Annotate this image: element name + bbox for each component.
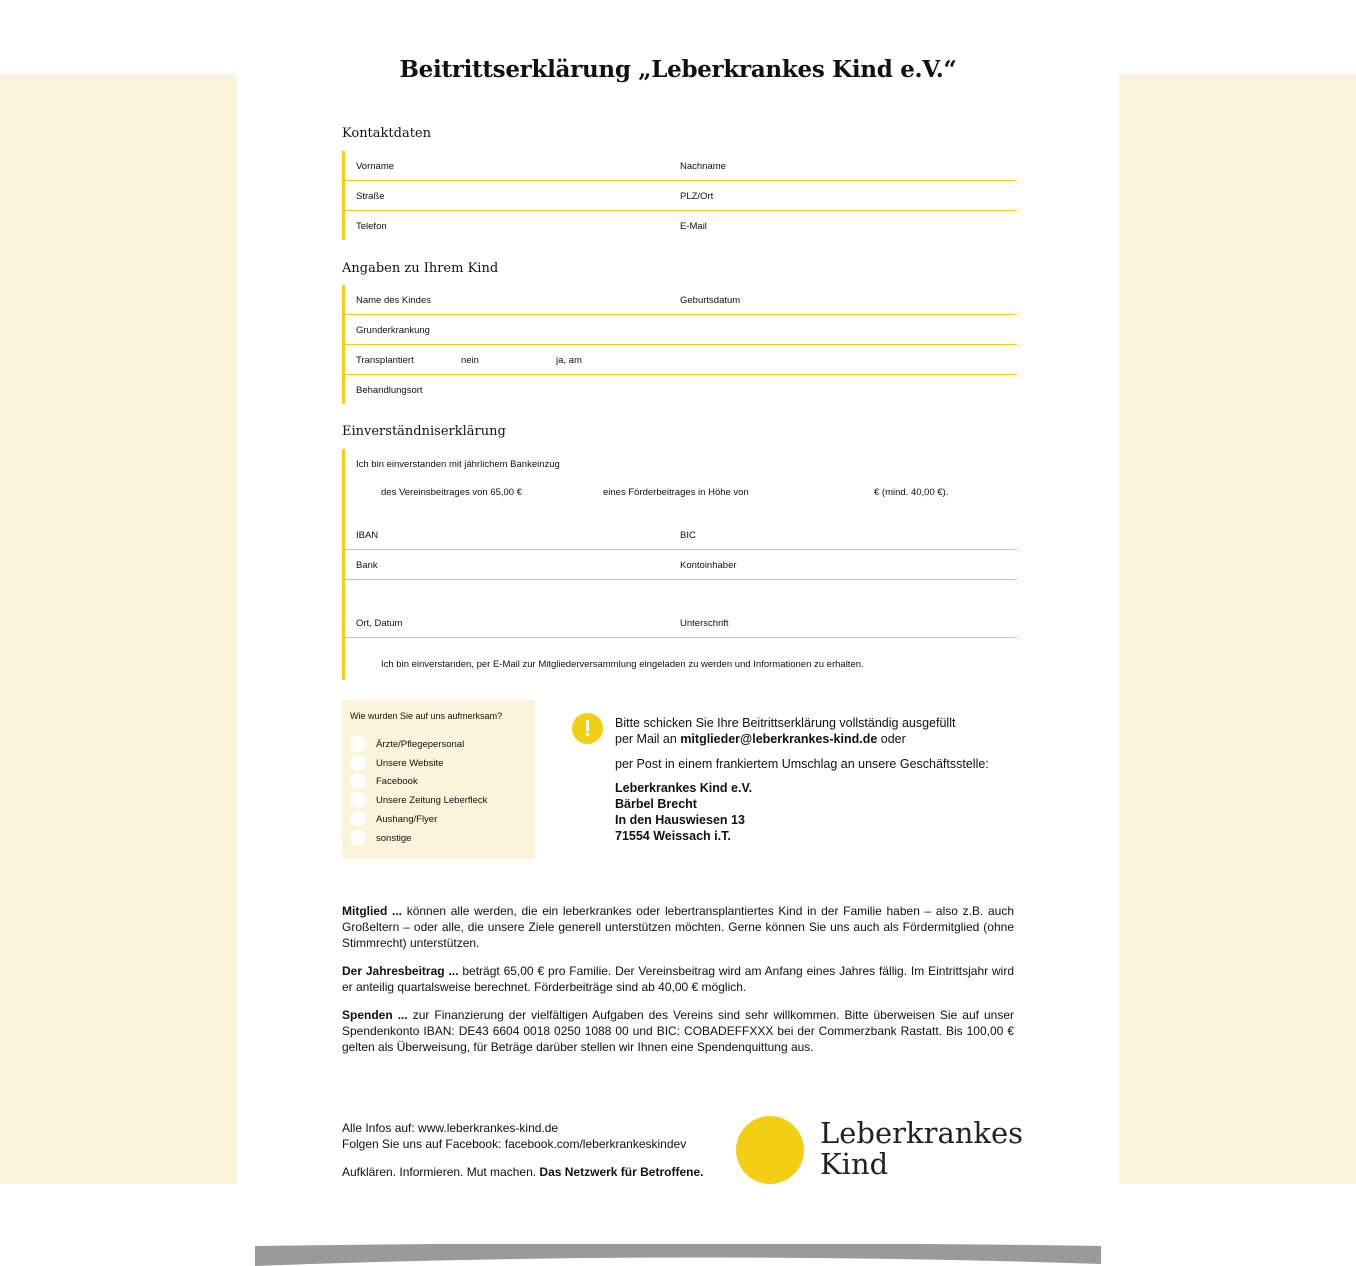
field-label-phone: Telefon (356, 221, 387, 232)
field-label-transplanted: Transplantiert (356, 355, 414, 366)
field-label-treatment-place: Behandlungsort (356, 385, 423, 396)
footer-slogan: Aufklären. Informieren. Mut machen. Das Netzwerk für Betroffene. (342, 1165, 704, 1179)
radio-circle[interactable] (350, 736, 366, 752)
paragraph-annual-fee: Der Jahresbeitrag ... beträgt 65,00 € pro Familie. Der Vereinsbeitrag wird am Anfang eines Jahres fällig. Im Eintrittsjahr wird er anteilig quartalsweise berechnet. Förderbeiträge sind ab 40,00 € möglich. (342, 964, 1014, 994)
field-label-bic: BIC (680, 530, 696, 541)
section-title-child: Angaben zu Ihrem Kind (342, 261, 499, 276)
left-background-panel (0, 74, 237, 1184)
field-label-lastname: Nachname (680, 161, 726, 172)
footer-website[interactable]: Alle Infos auf: www.leberkrankes-kind.de (342, 1121, 559, 1135)
form-row[interactable] (345, 285, 1017, 315)
survey-box: Wie wurden Sie auf uns aufmerksam? Ärzte/Pflegepersonal Unsere Website Facebook Unsere Zeitung Leberfleck Aushang/Flyer sonstige (342, 700, 535, 859)
logo-circle-icon (736, 1116, 804, 1184)
address-line: Bärbel Brecht (615, 797, 697, 811)
consent-block (342, 449, 1017, 680)
field-label-firstname: Vorname (356, 161, 395, 172)
email-consent-option[interactable]: Ich bin einverstanden, per E-Mail zur Mitgliederversammlung eingeladen zu werden und Informationen zu erhalten. (381, 659, 864, 670)
option-yes-date[interactable]: ja, am (556, 355, 582, 366)
radio-circle[interactable] (350, 811, 366, 827)
form-row[interactable] (345, 151, 1017, 181)
field-label-zip-city: PLZ/Ort (680, 191, 714, 202)
radio-circle[interactable] (350, 755, 366, 771)
option-support-fee[interactable]: eines Förderbeitrages in Höhe von (603, 487, 749, 498)
form-row[interactable] (345, 375, 1017, 404)
form-row[interactable] (345, 520, 1017, 550)
radio-circle[interactable] (350, 773, 366, 789)
radio-circle[interactable] (350, 792, 366, 808)
right-background-panel (1119, 74, 1356, 1184)
field-label-email: E-Mail (680, 221, 707, 232)
option-member-fee[interactable]: des Vereinsbeitrages von 65,00 € (381, 487, 523, 498)
bank-debit-consent: Ich bin einverstanden mit jährlichem Bankeinzug (356, 459, 560, 470)
form-row[interactable] (345, 550, 1017, 580)
field-label-street: Straße (356, 191, 385, 202)
form-row[interactable] (345, 181, 1017, 211)
option-no[interactable]: nein (461, 355, 479, 366)
address-line: In den Hauswiesen 13 (615, 813, 745, 827)
child-block (342, 285, 1017, 404)
paragraph-membership: Mitglied ... können alle werden, die ein leberkrankes oder lebertransplantiertes Kind in der Familie haben – also z.B. auch Großeltern – oder alle, die unsere Ziele generell unterstützen möchten. Gerne können Sie uns auch als Fördermitglied (ohne Stimmrecht) unterstützen. (342, 904, 1014, 950)
support-fee-minimum: € (mind. 40,00 €). (874, 487, 949, 498)
section-title-contact: Kontaktdaten (342, 126, 432, 141)
contact-email-link[interactable]: mitglieder@leberkrankes-kind.de (680, 732, 878, 746)
signature-row[interactable] (345, 608, 1017, 638)
contact-block (342, 151, 1017, 240)
logo-wordmark: Leberkrankes Kind (820, 1116, 1024, 1181)
survey-question: Wie wurden Sie auf uns aufmerksam? (350, 711, 503, 721)
address-line: 71554 Weissach i.T. (615, 829, 731, 843)
send-by-mail: per Mail an mitglieder@leberkrankes-kind.de oder (615, 732, 906, 746)
send-instruction: Bitte schicken Sie Ihre Beitrittserklärung vollständig ausgefüllt (615, 716, 956, 730)
field-label-bank: Bank (356, 560, 378, 571)
field-label-account-holder: Kontoinhaber (680, 560, 737, 571)
field-label-child-name: Name des Kindes (356, 295, 431, 306)
form-row[interactable] (345, 211, 1017, 240)
form-row[interactable] (345, 315, 1017, 345)
footer-facebook[interactable]: Folgen Sie uns auf Facebook: facebook.com/leberkrankeskindev (342, 1137, 687, 1151)
field-label-signature: Unterschrift (680, 618, 729, 629)
radio-circle[interactable] (350, 830, 366, 846)
address-line: Leberkrankes Kind e.V. (615, 781, 753, 795)
send-by-post: per Post in einem frankiertem Umschlag an unsere Geschäftsstelle: (615, 757, 989, 771)
page-title: Beitrittserklärung „Leberkrankes Kind e.V.“ (399, 56, 957, 83)
form-row[interactable] (345, 345, 1017, 375)
field-label-birthdate: Geburtsdatum (680, 295, 741, 306)
field-label-iban: IBAN (356, 530, 379, 541)
section-title-consent: Einverständniserklärung (342, 424, 506, 439)
field-label-disease: Grunderkrankung (356, 325, 430, 336)
field-label-place-date: Ort, Datum (356, 618, 403, 629)
page-shadow (255, 1244, 1101, 1266)
exclamation-icon: ! (572, 713, 603, 744)
paragraph-donations: Spenden ... zur Finanzierung der vielfältigen Aufgaben des Vereins sind sehr willkommen. Bitte überweisen Sie auf unser Spendenkonto IBAN: DE43 6604 0018 0250 1088 00 und BIC: COBADEFFXXX bei der Commerzbank Rastatt. Bis 100,00 € gelten als Überweisung, für Beträge darüber stellen wir Ihnen eine Spendenquittung aus. (342, 1008, 1014, 1054)
